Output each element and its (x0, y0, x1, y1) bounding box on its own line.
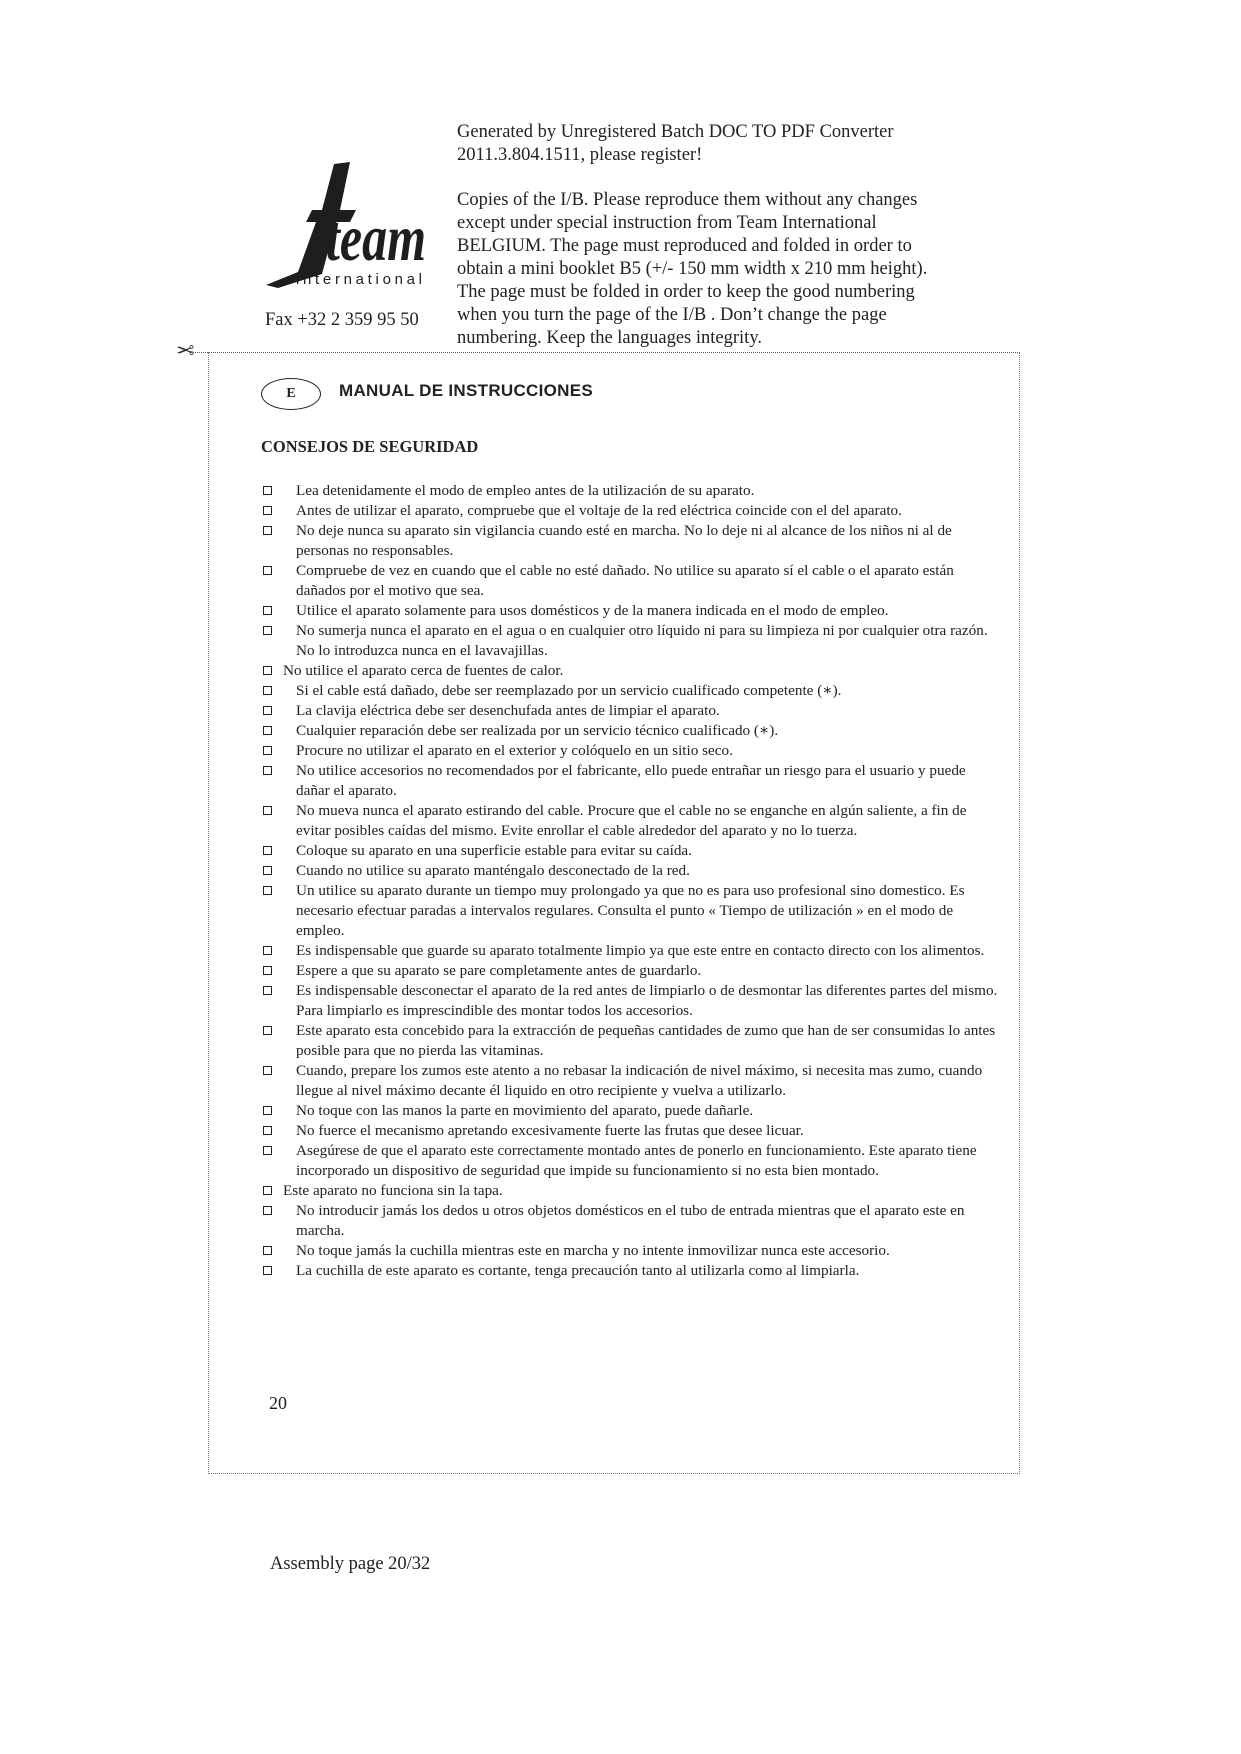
list-item-text: Antes de utilizar el aparato, compruebe que el voltaje de la red eléctrica coincide con el del aparato. (296, 502, 902, 519)
list-item-text: Procure no utilizar el aparato en el exterior y colóquelo en un sitio seco. (296, 742, 733, 759)
list-item (261, 721, 1001, 741)
checkbox-icon (263, 486, 272, 495)
list-item-text: La clavija eléctrica debe ser desenchufada antes de limpiar el aparato. (296, 702, 720, 719)
converter-note-line-2: 2011.3.804.1511, please register! (457, 145, 703, 165)
checkbox-icon (263, 666, 272, 675)
list-item-text: No utilice el aparato cerca de fuentes de calor. (283, 662, 564, 679)
fax-number: Fax +32 2 359 95 50 (265, 310, 419, 330)
checkbox-icon (263, 1266, 272, 1275)
list-item (261, 801, 1001, 841)
checkbox-icon (263, 1246, 272, 1255)
checkbox-icon (263, 1206, 272, 1215)
list-item-text: Compruebe de vez en cuando que el cable no esté dañado. No utilice su aparato sí el cable o el aparato están dañados por el motivo que sea. (296, 562, 954, 599)
checkbox-icon (263, 1066, 272, 1075)
checkbox-icon (263, 1026, 272, 1035)
checkbox-icon (263, 866, 272, 875)
list-item-text: Cuando, prepare los zumos este atento a no rebasar la indicación de nivel máximo, si necesita mas zumo, cuando llegue al nivel máximo decante él liquido en otro recipiente y vuelva a utilizarlo. (296, 1062, 983, 1099)
checkbox-icon (263, 1186, 272, 1195)
list-item-text: No fuerce el mecanismo apretando excesivamente fuerte las frutas que desee licuar. (296, 1122, 804, 1139)
checkbox-icon (263, 1146, 272, 1155)
list-item (261, 521, 1001, 561)
instruction-line: Copies of the I/B. Please reproduce them without any changes (457, 190, 918, 210)
assembly-page-label: Assembly page 20/32 (270, 1554, 431, 1574)
list-item-text: No mueva nunca el aparato estirando del cable. Procure que el cable no se enganche en algún saliente, a fin de evitar posibles caídas del mismo. Evite enrollar el cable alrededor del aparato y no lo tuerza. (296, 802, 967, 839)
list-item (261, 481, 1001, 501)
list-item-text: Cuando no utilice su aparato manténgalo desconectado de la red. (296, 862, 690, 879)
list-item (261, 961, 1001, 981)
list-item (261, 1181, 1001, 1201)
checkbox-icon (263, 946, 272, 955)
list-item (261, 1101, 1001, 1121)
checkbox-icon (263, 966, 272, 975)
language-badge: E (261, 378, 321, 410)
list-item (261, 1121, 1001, 1141)
instruction-line: obtain a mini booklet B5 (+/- 150 mm width x 210 mm height). (457, 259, 928, 279)
list-item (261, 501, 1001, 521)
converter-note-line-1: Generated by Unregistered Batch DOC TO PDF Converter (457, 122, 894, 142)
page-number: 20 (269, 1393, 287, 1413)
logo-word: team (326, 202, 426, 275)
checkbox-icon (263, 526, 272, 535)
list-item-text: Utilice el aparato solamente para usos domésticos y de la manera indicada en el modo de empleo. (296, 602, 889, 619)
manual-title: MANUAL DE INSTRUCCIONES (339, 381, 594, 400)
checkbox-icon (263, 1126, 272, 1135)
list-item-text: Cualquier reparación debe ser realizada por un servicio técnico cualificado (∗). (296, 722, 779, 739)
checkbox-icon (263, 566, 272, 575)
checkbox-icon (263, 706, 272, 715)
list-item (261, 1261, 1001, 1281)
list-item-text: Es indispensable desconectar el aparato de la red antes de limpiarlo o de desmontar las diferentes partes del mismo. Para limpiarlo es imprescindible des montar todos los accesorios. (296, 982, 998, 1019)
list-item (261, 601, 1001, 621)
checkbox-icon (263, 886, 272, 895)
checkbox-icon (263, 626, 272, 635)
list-item-text: No deje nunca su aparato sin vigilancia cuando esté en marcha. No lo deje ni al alcance de los niños ni al de personas no responsables. (296, 522, 952, 559)
safety-advice-list (261, 481, 1001, 1281)
list-item (261, 861, 1001, 881)
list-item-text: Espere a que su aparato se pare completamente antes de guardarlo. (296, 962, 702, 979)
section-title: CONSEJOS DE SEGURIDAD (261, 437, 479, 456)
list-item (261, 981, 1001, 1021)
list-item-text: Coloque su aparato en una superficie estable para evitar su caída. (296, 842, 692, 859)
checkbox-icon (263, 766, 272, 775)
list-item-text: No sumerja nunca el aparato en el agua o en cualquier otro líquido ni para su limpieza ni por cualquier otra razón. No lo introduzca nunca en el lavavajillas. (296, 622, 988, 659)
checkbox-icon (263, 806, 272, 815)
list-item (261, 561, 1001, 601)
team-international-logo (258, 160, 428, 295)
list-item (261, 881, 1001, 941)
list-item-text: La cuchilla de este aparato es cortante, tenga precaución tanto al utilizarla como al limpiarla. (296, 1262, 860, 1279)
list-item (261, 941, 1001, 961)
list-item-text: Este aparato esta concebido para la extracción de pequeñas cantidades de zumo que han de ser consumidas lo antes posible para que no pierda las vitaminas. (296, 1022, 996, 1059)
instruction-line: except under special instruction from Team International (457, 213, 877, 233)
list-item (261, 621, 1001, 661)
instruction-line: BELGIUM. The page must reproduced and folded in order to (457, 236, 912, 256)
instruction-line: numbering. Keep the languages integrity. (457, 328, 762, 348)
checkbox-icon (263, 726, 272, 735)
list-item (261, 761, 1001, 801)
list-item-text: No introducir jamás los dedos u otros objetos domésticos en el tubo de entrada mientras que el aparato este en marcha. (296, 1202, 965, 1239)
list-item (261, 681, 1001, 701)
instruction-line: The page must be folded in order to keep the good numbering (457, 282, 915, 302)
list-item (261, 1201, 1001, 1241)
list-item (261, 741, 1001, 761)
converter-and-print-instructions (457, 121, 1017, 350)
checkbox-icon (263, 986, 272, 995)
checkbox-icon (263, 1106, 272, 1115)
list-item (261, 1141, 1001, 1181)
list-item-text: Este aparato no funciona sin la tapa. (283, 1182, 503, 1199)
checkbox-icon (263, 846, 272, 855)
list-item-text: No utilice accesorios no recomendados por el fabricante, ello puede entrañar un riesgo para el usuario y puede dañar el aparato. (296, 762, 966, 799)
list-item-text: No toque con las manos la parte en movimiento del aparato, puede dañarle. (296, 1102, 754, 1119)
list-item-text: Lea detenidamente el modo de empleo antes de la utilización de su aparato. (296, 482, 755, 499)
logo-subword: international (296, 271, 422, 288)
checkbox-icon (263, 606, 272, 615)
list-item (261, 1021, 1001, 1061)
list-item-text: No toque jamás la cuchilla mientras este en marcha y no intente inmovilizar nunca este accesorio. (296, 1242, 890, 1259)
scissors-icon: ✂ (176, 337, 195, 362)
list-item (261, 701, 1001, 721)
list-item-text: Es indispensable que guarde su aparato totalmente limpio ya que este entre en contacto directo con los alimentos. (296, 942, 985, 959)
instruction-line: when you turn the page of the I/B . Don’t change the page (457, 305, 887, 325)
checkbox-icon (263, 506, 272, 515)
checkbox-icon (263, 746, 272, 755)
list-item-text: Si el cable está dañado, debe ser reemplazado por un servicio cualificado competente (∗). (296, 682, 842, 699)
list-item-text: Un utilice su aparato durante un tiempo muy prolongado ya que no es para uso profesional sino domestico. Es necesario efectuar paradas a intervalos regulares. Consulta el punto « Tiempo de utilización » en el modo de empleo. (296, 882, 965, 939)
list-item (261, 841, 1001, 861)
list-item (261, 1241, 1001, 1261)
checkbox-icon (263, 686, 272, 695)
list-item (261, 1061, 1001, 1101)
list-item (261, 661, 1001, 681)
list-item-text: Asegúrese de que el aparato este correctamente montado antes de ponerlo en funcionamiento. Este aparato tiene incorporado un dispositivo de seguridad que impide su funcionamiento si no esta bien montado. (296, 1142, 977, 1179)
